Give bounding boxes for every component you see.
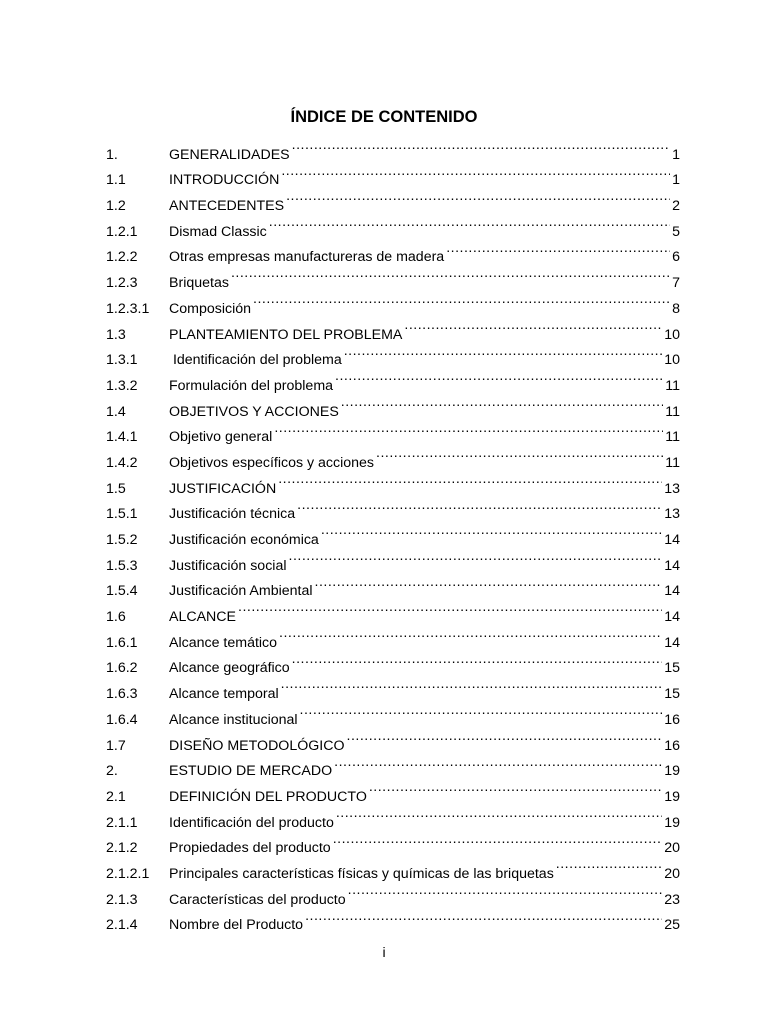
toc-entry-title: DEFINICIÓN DEL PRODUCTO bbox=[169, 788, 367, 805]
toc-entry-title: Nombre del Producto bbox=[169, 917, 304, 934]
toc-dot-leader bbox=[335, 364, 663, 390]
toc-entry-page: 15 bbox=[664, 660, 680, 677]
toc-dot-leader bbox=[300, 698, 663, 724]
toc-entry-title: INTRODUCCIÓN bbox=[169, 172, 280, 189]
toc-dot-leader bbox=[347, 724, 663, 750]
toc-dot-leader bbox=[404, 313, 662, 339]
toc-entry-title: Justificación técnica bbox=[169, 506, 296, 523]
toc-entry-page: 8 bbox=[672, 300, 680, 317]
toc-dot-leader bbox=[286, 184, 670, 210]
toc-entry-page: 16 bbox=[664, 711, 680, 728]
toc-entry-page: 10 bbox=[664, 352, 680, 369]
toc-entry-page: 25 bbox=[664, 917, 680, 934]
toc-entry-page: 20 bbox=[664, 865, 680, 882]
table-of-contents bbox=[106, 133, 680, 934]
toc-entry-number: 1.4.1 bbox=[106, 429, 138, 446]
toc-dot-leader bbox=[281, 159, 670, 185]
toc-entry-page: 10 bbox=[664, 326, 680, 343]
toc-entry-number: 1.6.4 bbox=[106, 711, 138, 728]
toc-entry-number: 1.4 bbox=[106, 403, 126, 420]
toc-entry-number: 1.2.3.1 bbox=[106, 300, 150, 317]
toc-entry-page: 13 bbox=[664, 480, 680, 497]
toc-dot-leader bbox=[279, 621, 662, 647]
toc-entry-page: 14 bbox=[664, 634, 680, 651]
toc-entry-title: Identificación del problema bbox=[169, 352, 342, 369]
toc-entry-number: 1.5 bbox=[106, 480, 126, 497]
toc-entry-title: GENERALIDADES bbox=[169, 146, 290, 163]
toc-entry-page: 11 bbox=[665, 377, 680, 394]
toc-dot-leader bbox=[321, 518, 662, 544]
toc-entry-page: 19 bbox=[664, 788, 680, 805]
toc-dot-leader bbox=[281, 672, 663, 698]
toc-dot-leader bbox=[336, 801, 662, 827]
toc-entry-page: 6 bbox=[672, 249, 680, 266]
toc-entry-number: 1.2 bbox=[106, 198, 126, 215]
toc-dot-leader bbox=[334, 750, 662, 776]
toc-entry-number: 1.5.1 bbox=[106, 506, 138, 523]
toc-entry-number: 2.1.4 bbox=[106, 917, 138, 934]
toc-entry-page: 11 bbox=[665, 454, 680, 471]
toc-entry-number: 1.1 bbox=[106, 172, 126, 189]
toc-entry-page: 19 bbox=[664, 814, 680, 831]
toc-dot-leader bbox=[297, 493, 662, 519]
toc-entry-number: 1.5.4 bbox=[106, 583, 138, 600]
page-number: i bbox=[382, 944, 386, 960]
toc-dot-leader bbox=[278, 467, 662, 493]
toc-entry-number: 1.6.1 bbox=[106, 634, 138, 651]
toc-entry-page: 14 bbox=[664, 609, 680, 626]
toc-entry-number: 1.6.2 bbox=[106, 660, 138, 677]
toc-entry-number: 2.1.2.1 bbox=[106, 865, 150, 882]
toc-entry-title: ALCANCE bbox=[169, 609, 237, 626]
toc-dot-leader bbox=[231, 261, 670, 287]
toc-entry-title: Justificación Ambiental bbox=[169, 583, 313, 600]
toc-entry-page: 14 bbox=[664, 532, 680, 548]
toc-entry-page: 20 bbox=[664, 840, 680, 857]
toc-entry-page: 14 bbox=[664, 583, 680, 600]
toc-entry-title: DISEÑO METODOLÓGICO bbox=[169, 737, 345, 754]
toc-entry-number: 2.1.3 bbox=[106, 891, 138, 908]
toc-entry-page: 1 bbox=[672, 172, 680, 189]
toc-dot-leader bbox=[369, 775, 662, 801]
toc-dot-leader bbox=[289, 544, 663, 570]
toc-entry-number: 1.5.3 bbox=[106, 557, 138, 574]
toc-entry-title: Alcance institucional bbox=[169, 711, 298, 728]
toc-dot-leader bbox=[305, 904, 662, 930]
toc-entry-title: Identificación del producto bbox=[169, 814, 334, 831]
toc-dot-leader bbox=[348, 878, 663, 904]
toc-entry-number: 1.7 bbox=[106, 737, 126, 754]
toc-entry-title: ESTUDIO DE MERCADO bbox=[169, 763, 333, 780]
toc-entry-number: 1.2.2 bbox=[106, 249, 138, 266]
toc-entry-page: 11 bbox=[665, 429, 680, 446]
toc-entry-title: Objetivo general bbox=[169, 429, 273, 446]
toc-entry-title: Alcance temático bbox=[169, 634, 278, 651]
toc-dot-leader bbox=[292, 133, 670, 159]
toc-entry-title: Propiedades del producto bbox=[169, 840, 331, 857]
toc-entry-title: Briquetas bbox=[169, 275, 229, 292]
toc-entry-page: 11 bbox=[665, 403, 680, 420]
toc-entry-number: 1.4.2 bbox=[106, 454, 138, 471]
toc-entry-number: 1.3 bbox=[106, 326, 126, 343]
toc-entry-title: Principales características físicas y químicas de las briquetas bbox=[169, 865, 554, 882]
toc-entry-title: PLANTEAMIENTO DEL PROBLEMA bbox=[169, 326, 403, 343]
toc-entry-number: 1.6 bbox=[106, 609, 126, 626]
toc-entry-number: 1.2.3 bbox=[106, 275, 138, 292]
toc-dot-leader bbox=[269, 210, 670, 236]
toc-entry-page: 23 bbox=[664, 891, 680, 908]
toc-dot-leader bbox=[333, 827, 663, 853]
toc-entry-title: Formulación del problema bbox=[169, 377, 334, 394]
toc-entry-number: 1.2.1 bbox=[106, 223, 138, 240]
toc-entry-page: 19 bbox=[664, 763, 680, 780]
toc-entry-number: 1.5.2 bbox=[106, 532, 138, 548]
toc-entry-page: 1 bbox=[672, 146, 680, 163]
toc-entry-title: OBJETIVOS Y ACCIONES bbox=[169, 403, 339, 420]
toc-entry-page: 13 bbox=[664, 506, 680, 523]
toc-entry-number: 1.3.2 bbox=[106, 377, 138, 394]
toc-entry-title: Dismad Classic bbox=[169, 223, 267, 240]
toc-entry[interactable] bbox=[106, 133, 680, 163]
page-title: ÍNDICE DE CONTENIDO bbox=[290, 108, 478, 126]
toc-entry-page: 15 bbox=[664, 686, 680, 703]
toc-entry-title: Justificación económica bbox=[169, 532, 319, 548]
toc-dot-leader bbox=[344, 339, 663, 365]
toc-entry-number: 2.1.2 bbox=[106, 840, 138, 857]
toc-dot-leader bbox=[446, 236, 670, 262]
toc-dot-leader bbox=[556, 852, 662, 878]
toc-dot-leader bbox=[292, 647, 663, 673]
toc-entry-title: Alcance temporal bbox=[169, 686, 279, 703]
toc-entry-title: JUSTIFICACIÓN bbox=[169, 480, 277, 497]
toc-dot-leader bbox=[274, 416, 663, 442]
toc-dot-leader bbox=[376, 441, 663, 467]
toc-dot-leader bbox=[341, 390, 663, 416]
toc-entry-number: 2.1.1 bbox=[106, 814, 138, 831]
toc-entry-title: Alcance geográfico bbox=[169, 660, 290, 677]
toc-entry-number: 2. bbox=[106, 763, 118, 780]
toc-entry-number: 1.6.3 bbox=[106, 686, 138, 703]
toc-entry-page: 5 bbox=[672, 223, 680, 240]
toc-dot-leader bbox=[238, 595, 662, 621]
toc-entry-title: Otras empresas manufactureras de madera bbox=[169, 249, 445, 266]
toc-entry-title: Justificación social bbox=[169, 557, 287, 574]
toc-entry-page: 2 bbox=[672, 198, 680, 215]
toc-entry-number: 1. bbox=[106, 146, 118, 163]
toc-dot-leader bbox=[315, 570, 663, 596]
toc-entry-page: 7 bbox=[672, 275, 680, 292]
toc-entry-title: Características del producto bbox=[169, 891, 346, 908]
toc-entry-number: 1.3.1 bbox=[106, 352, 138, 369]
toc-entry-page: 14 bbox=[664, 557, 680, 574]
toc-entry-title: Composición bbox=[169, 300, 252, 317]
toc-dot-leader bbox=[253, 287, 670, 313]
toc-entry-number: 2.1 bbox=[106, 788, 126, 805]
toc-entry-page: 16 bbox=[664, 737, 680, 754]
toc-entry-title: Objetivos específicos y acciones bbox=[169, 454, 375, 471]
toc-entry-title: ANTECEDENTES bbox=[169, 198, 285, 215]
